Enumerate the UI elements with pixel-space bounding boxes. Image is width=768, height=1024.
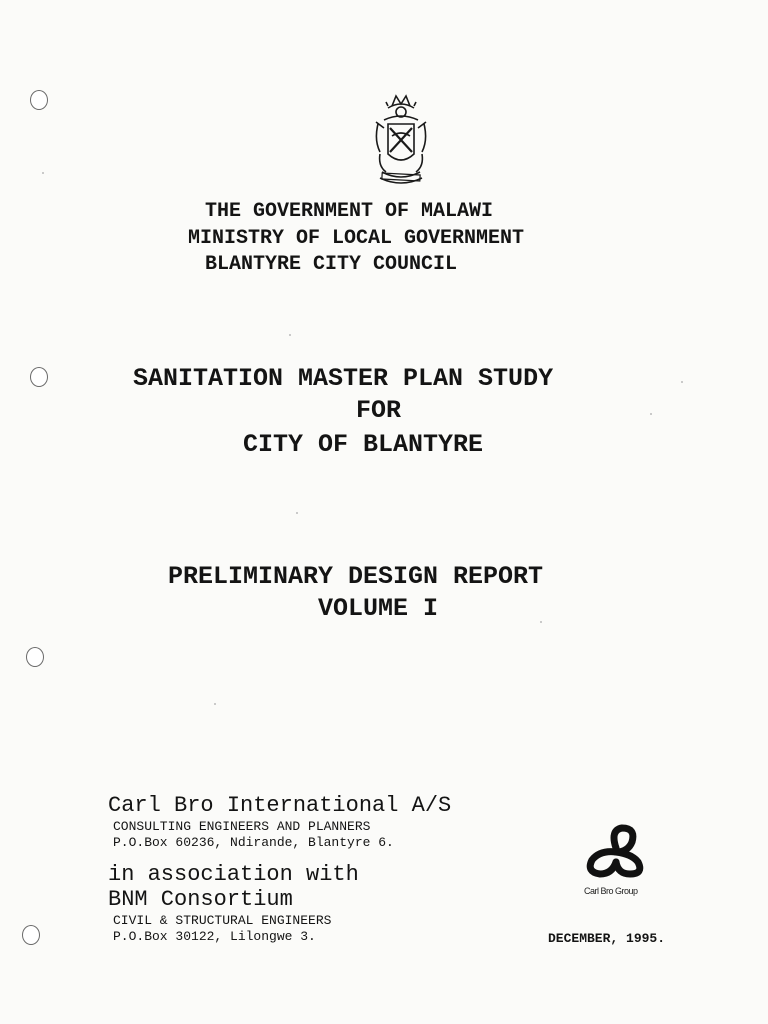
consultant-address: P.O.Box 60236, Ndirande, Blantyre 6. xyxy=(113,835,394,850)
coat-of-arms-emblem xyxy=(366,92,436,192)
association-text: in association with xyxy=(108,862,359,887)
report-volume: VOLUME I xyxy=(318,594,439,623)
report-title: PRELIMINARY DESIGN REPORT xyxy=(168,562,544,591)
government-title: THE GOVERNMENT OF MALAWI xyxy=(205,200,494,223)
ministry-title: MINISTRY OF LOCAL GOVERNMENT xyxy=(188,227,525,250)
study-title-line1: SANITATION MASTER PLAN STUDY xyxy=(133,364,554,393)
partner-address: P.O.Box 30122, Lilongwe 3. xyxy=(113,929,316,944)
study-title-line3: CITY OF BLANTYRE xyxy=(243,430,484,459)
consultant-name: Carl Bro International A/S xyxy=(108,793,452,818)
partner-name: BNM Consortium xyxy=(108,887,293,912)
binder-hole xyxy=(22,925,40,945)
carl-bro-logo-caption: Carl Bro Group xyxy=(584,886,638,896)
binder-hole xyxy=(30,367,48,387)
binder-hole xyxy=(26,647,44,667)
carl-bro-logo xyxy=(578,822,654,882)
binder-hole xyxy=(30,90,48,110)
report-date: DECEMBER, 1995. xyxy=(548,931,666,946)
council-title: BLANTYRE CITY COUNCIL xyxy=(205,253,458,276)
study-title-line2: FOR xyxy=(356,396,402,425)
consultant-role: CONSULTING ENGINEERS AND PLANNERS xyxy=(113,819,371,834)
partner-role: CIVIL & STRUCTURAL ENGINEERS xyxy=(113,913,332,928)
